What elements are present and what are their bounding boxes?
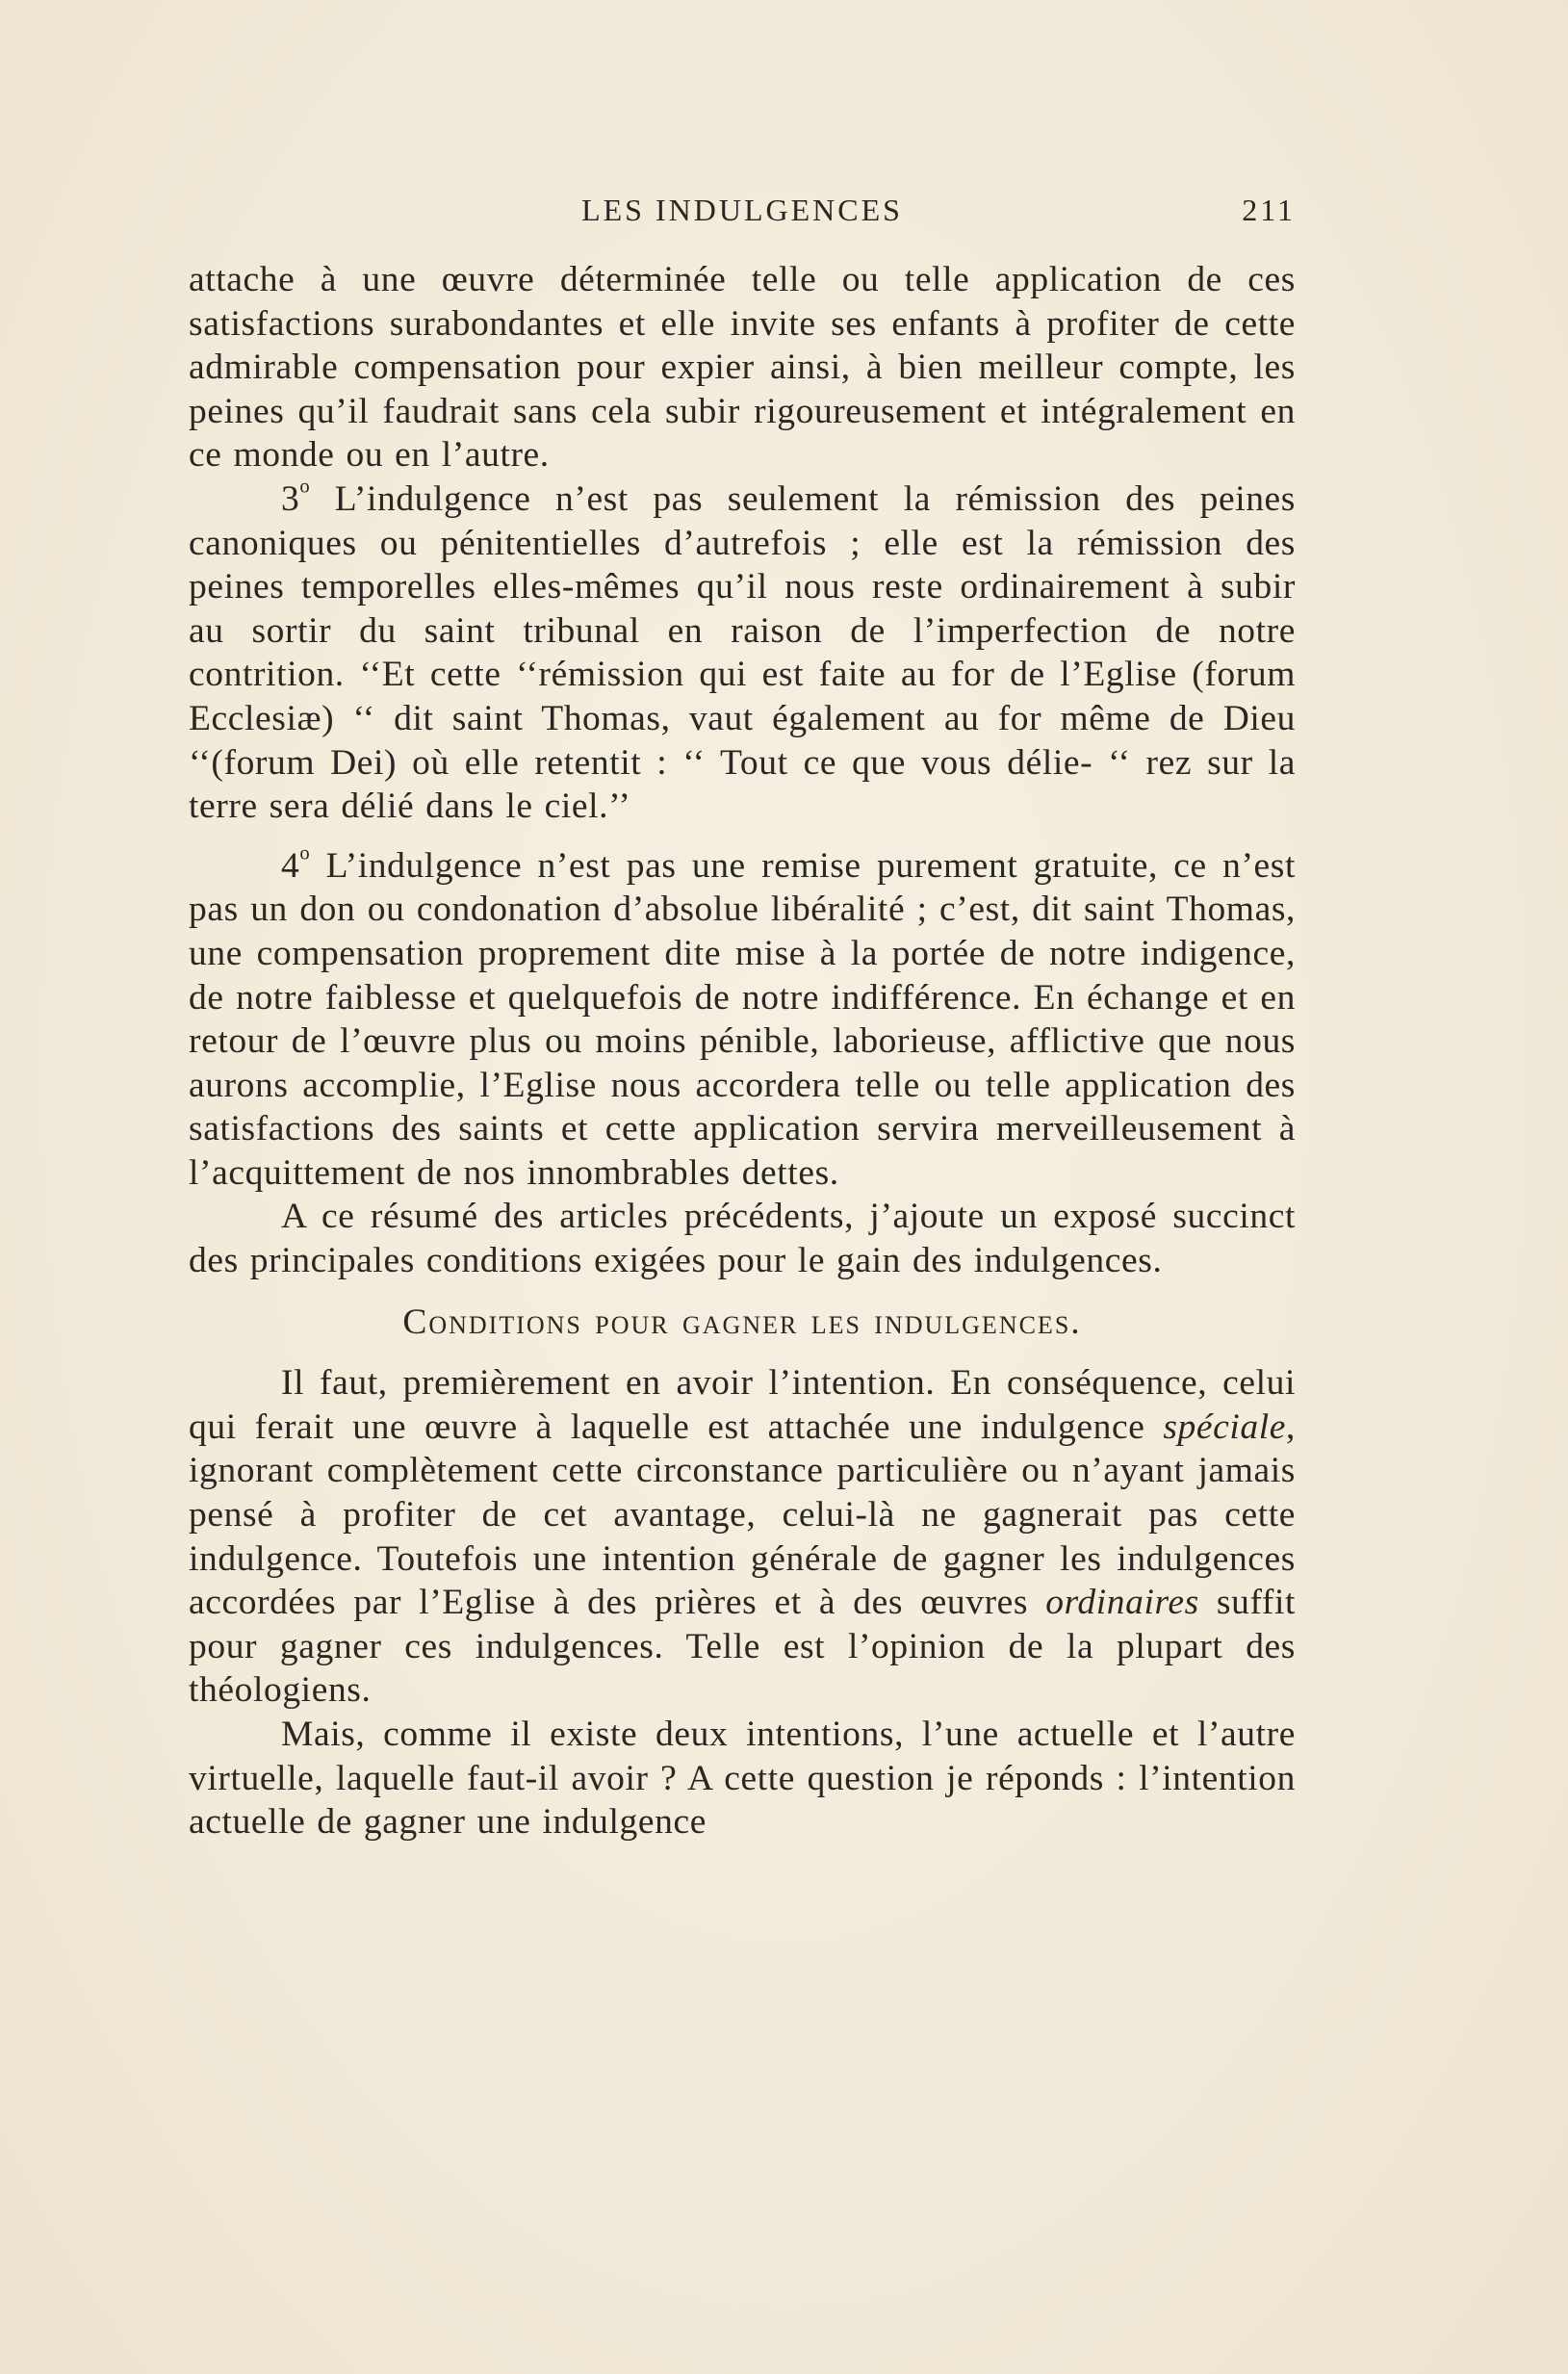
paragraph-continuation: attache à une œuvre déterminée telle ou telle application de ces satisfactions surabondantes et elle invite ses enfants à profiter de cette admirable compensation pour expier ainsi, à bien meilleur compte, les peines qu’il faudrait sans cela subir rigoureusement et intégralement en ce monde ou en l’autre. (189, 260, 1296, 476)
paragraph-summary: A ce résumé des articles précédents, j’ajoute un exposé succinct des principales conditions exigées pour le gain des indulgences. (189, 1197, 1296, 1281)
paragraph-intention (189, 1361, 1296, 1713)
paragraph-text: L’indulgence n’est pas une remise purement gratuite, ce n’est pas un don ou condonation d’absolue libéralité ; c’est, dit saint Thomas, une compensation proprement dite mise à la portée de notre indigence, de notre faiblesse et quelquefois de notre indifférence. En échange et en retour de l’œuvre plus ou moins pénible, laborieuse, afflictive que nous aurons accomplie, l’Eglise nous accordera telle ou telle application des satisfactions des saints et cette application servira merveilleusement à l’acquittement de nos innombrables dettes. (189, 845, 1296, 1193)
paragraph-point-3 (189, 477, 1296, 829)
ordinal-mark: o (299, 476, 311, 498)
running-title: LES INDULGENCES (581, 193, 903, 227)
italic-term: ordinaires (1045, 1583, 1199, 1623)
point-number: 4 (281, 845, 300, 886)
body-text (189, 258, 1296, 1845)
section-heading: Conditions pour gagner les indulgences. (402, 1302, 1082, 1342)
paragraph-text: , ignorant complètement cette circonstance particulière ou n’ayant jamais pensé à profiter de cet avantage, celui-là ne gagnerait pas cette indulgence. Toutefois une intention générale de gagner les indulgences accordées par l’Eglise à des prières et à des œuvres (189, 1406, 1296, 1623)
paragraph-text: Il faut, premièrement en avoir l’intention. En conséquence, celui qui ferait une œuvre à laquelle est attachée une indulgence (189, 1363, 1296, 1447)
running-head (189, 193, 1296, 235)
point-number: 3 (281, 478, 300, 519)
ordinal-mark: o (299, 842, 311, 864)
paragraph-point-4 (189, 844, 1296, 1196)
italic-term: spéciale (1163, 1406, 1287, 1447)
paragraph-text: L’indulgence n’est pas seulement la rémission des peines canoniques ou pénitentielles d’autrefois ; elle est la rémission des peines temporelles elles-mêmes qu’il nous reste ordinairement à subir au sortir du saint tribunal en raison de l’imperfection de notre contrition. ‘‘Et cette ‘‘rémission qui est faite au for de l’Eglise (forum Ecclesiæ) ‘‘ dit saint Thomas, vaut également au for même de Dieu ‘‘(forum Dei) où elle retentit : ‘‘ Tout ce que vous délie- ‘‘ rez sur la terre sera délié dans le ciel.’’ (189, 478, 1296, 827)
page-number: 211 (1242, 193, 1296, 227)
paragraph-question: Mais, comme il existe deux intentions, l’une actuelle et l’autre virtuelle, laquelle faut-il avoir ? A cette question je réponds : l’intention actuelle de gagner une indulgence (189, 1715, 1296, 1843)
paragraph-text: suffit pour gagner ces indulgences. Telle est l’opinion de la plupart des théologiens. (189, 1583, 1296, 1711)
